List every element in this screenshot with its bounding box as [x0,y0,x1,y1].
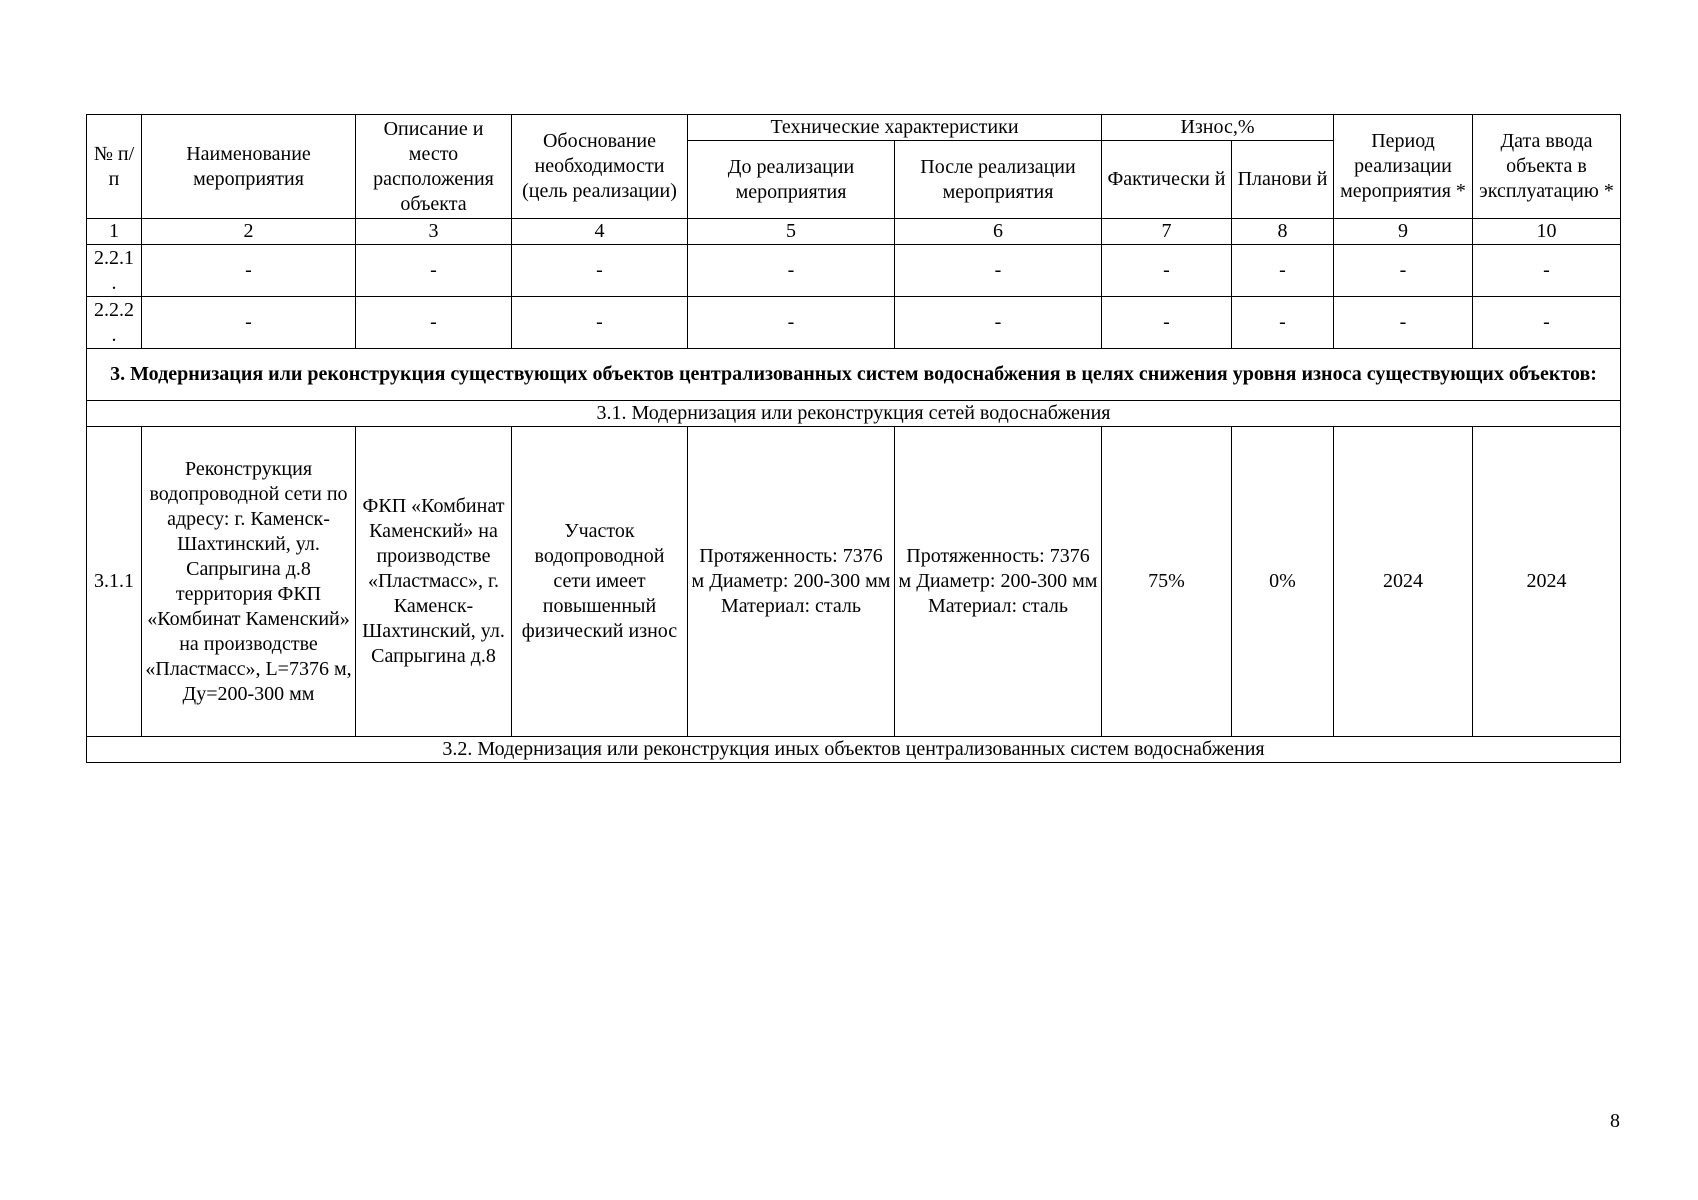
table-row [87,245,1621,297]
row-desc: - [356,245,512,297]
row-date: - [1473,297,1621,349]
row-period: - [1334,297,1473,349]
col-number: 8 [1232,219,1334,245]
row-after: Протяженность: 7376 м Диаметр: 200-300 мм Материал: сталь [895,427,1102,737]
col-number: 2 [142,219,356,245]
header-before: До реализации мероприятия [688,141,895,219]
row-actual: 75% [1102,427,1232,737]
header-desc: Описание и место расположения объекта [356,115,512,219]
col-number: 5 [688,219,895,245]
row-before: Протяженность: 7376 м Диаметр: 200-300 мм Материал: сталь [688,427,895,737]
row-before: - [688,297,895,349]
row-before: - [688,245,895,297]
row-date: 2024 [1473,427,1621,737]
header-name: Наименование мероприятия [142,115,356,219]
header-period: Период реализации мероприятия * [1334,115,1473,219]
row-id: 3.1.1 [87,427,142,737]
row-justification: Участок водопроводной сети имеет повышенный физический износ [512,427,688,737]
col-number: 3 [356,219,512,245]
row-name: - [142,297,356,349]
row-id: 2.2.1 . [87,245,142,297]
row-after: - [895,297,1102,349]
row-period: - [1334,245,1473,297]
header-after: После реализации мероприятия [895,141,1102,219]
col-number: 9 [1334,219,1473,245]
measures-table [86,114,1621,763]
subsection-3-2: 3.2. Модернизация или реконструкция иных объектов централизованных систем водоснабжения [87,737,1621,763]
row-justification: - [512,245,688,297]
row-planned: - [1232,245,1334,297]
section-3-heading: 3. Модернизация или реконструкция существующих объектов централизованных систем водоснабжения в целях снижения уровня износа существующих объектов: [87,349,1621,401]
header-actual: Фактически й [1102,141,1232,219]
col-number: 1 [87,219,142,245]
row-planned: - [1232,297,1334,349]
table-row [87,297,1621,349]
row-actual: - [1102,245,1232,297]
row-actual: - [1102,297,1232,349]
row-after: - [895,245,1102,297]
row-id: 2.2.2 . [87,297,142,349]
col-number: 6 [895,219,1102,245]
header-planned: Планови й [1232,141,1334,219]
row-planned: 0% [1232,427,1334,737]
table-row [87,427,1621,737]
row-name: Реконструкция водопроводной сети по адресу: г. Каменск-Шахтинский, ул. Сапрыгина д.8 территория ФКП «Комбинат Каменский» на производстве «Пластмасс», L=7376 м, Ду=200-300 мм [142,427,356,737]
subsection-3-1: 3.1. Модернизация или реконструкция сетей водоснабжения [87,401,1621,427]
col-number: 10 [1473,219,1621,245]
header-justification: Обоснование необходимости (цель реализации) [512,115,688,219]
header-wear: Износ,% [1102,115,1334,141]
row-desc: ФКП «Комбинат Каменский» на производстве «Пластмасс», г. Каменск-Шахтинский, ул. Сапрыгина д.8 [356,427,512,737]
col-number: 7 [1102,219,1232,245]
row-justification: - [512,297,688,349]
col-number: 4 [512,219,688,245]
row-name: - [142,245,356,297]
header-tech: Технические характеристики [688,115,1102,141]
page-number: 8 [1610,1110,1620,1132]
header-date: Дата ввода объекта в эксплуатацию * [1473,115,1621,219]
row-date: - [1473,245,1621,297]
header-num: № п/п [87,115,142,219]
row-desc: - [356,297,512,349]
row-period: 2024 [1334,427,1473,737]
